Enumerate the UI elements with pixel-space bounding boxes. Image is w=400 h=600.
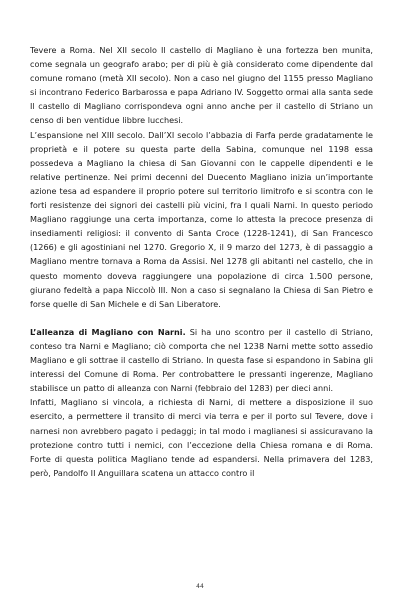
paragraph-2: L’espansione nel XIII secolo. Dall’XI secolo l’abbazia di Farfa perde gradatamente le proprietà e il potere su questa parte della Sabina, comunque nel 1198 essa possedeva a Magliano la chiesa di San Giovanni con le cappelle dipendenti e le relative pertinenze. Nei primi decenni del Duecento Magliano inizia un’importante azione tesa ad espandere il proprio potere sul territorio limitrofo e si scontra con le forti resistenze dei signori dei castelli più vicini, fra I quali Narni. In questo periodo Magliano raggiunge una certa importanza, come lo attesta la precoce presenza di insediamenti religiosi: il convento di Santa Croce (1228-1241), di San Francesco (1266) e gli agostiniani nel 1270. Gregorio X, il 9 marzo del 1273, è di passaggio a Magliano mentre tornava a Roma da Assisi. Nel 1278 gli abitanti nel castello, che in questo momento doveva raggiungere una popolazione di circa 1.500 persone, giurano fedeltà a papa Niccolò III. Non a caso si segnalano la Chiesa di San Pietro e forse quelle di San Michele e di San Liberatore. [30, 129, 373, 309]
paragraph-gap [30, 311, 373, 325]
paragraph-4: Infatti, Magliano si vincola, a richiesta di Narni, di mettere a disposizione il suo esercito, a permettere il transito di merci via terra e per il porto sul Tevere, dove i narnesi non avrebbero pagato i pedaggi; in tal modo i maglianesi si assicuravano la protezione contro tutti i nemici, con l’eccezione della Chiesa romana e di Roma. Forte di questa politica Magliano tende ad espandersi. Nella primavera del 1283, però, Pandolfo II Anguillara scatena un attacco contro il [30, 397, 373, 478]
paragraph-3-text: Si ha uno scontro per il castello di Striano, conteso tra Narni e Magliano; ciò comporta che nel 1238 Narni mette sotto assedio Magliano e gli sottrae il castello di Striano. In questa fase si espandono in Sabina gli interessi del Comune di Roma. Per controbattere le pressanti ingerenze, Magliano stabilisce un patto di alleanza con Narni (febbraio del 1283) per dieci anni. [30, 326, 373, 394]
section-title: L’alleanza di Magliano con Narni. [30, 326, 186, 337]
page-number: 44 [196, 583, 204, 590]
document-page [30, 43, 373, 480]
paragraph-1: Tevere a Roma. Nel XII secolo Il castello di Magliano è una fortezza ben munita, come segnala un geografo arabo; per di più è già considerato come dipendente dal comune romano (metà XII secolo). Non a caso nel giugno del 1155 presso Magliano si incontrano Federico Barbarossa e papa Adriano IV. Soggetto ormai alla santa sede Il castello di Magliano corrispondeva ogni anno anche per il castello di Striano un censo di ben ventidue libbre lucchesi. [30, 45, 373, 126]
paragraph-3 [30, 325, 373, 395]
